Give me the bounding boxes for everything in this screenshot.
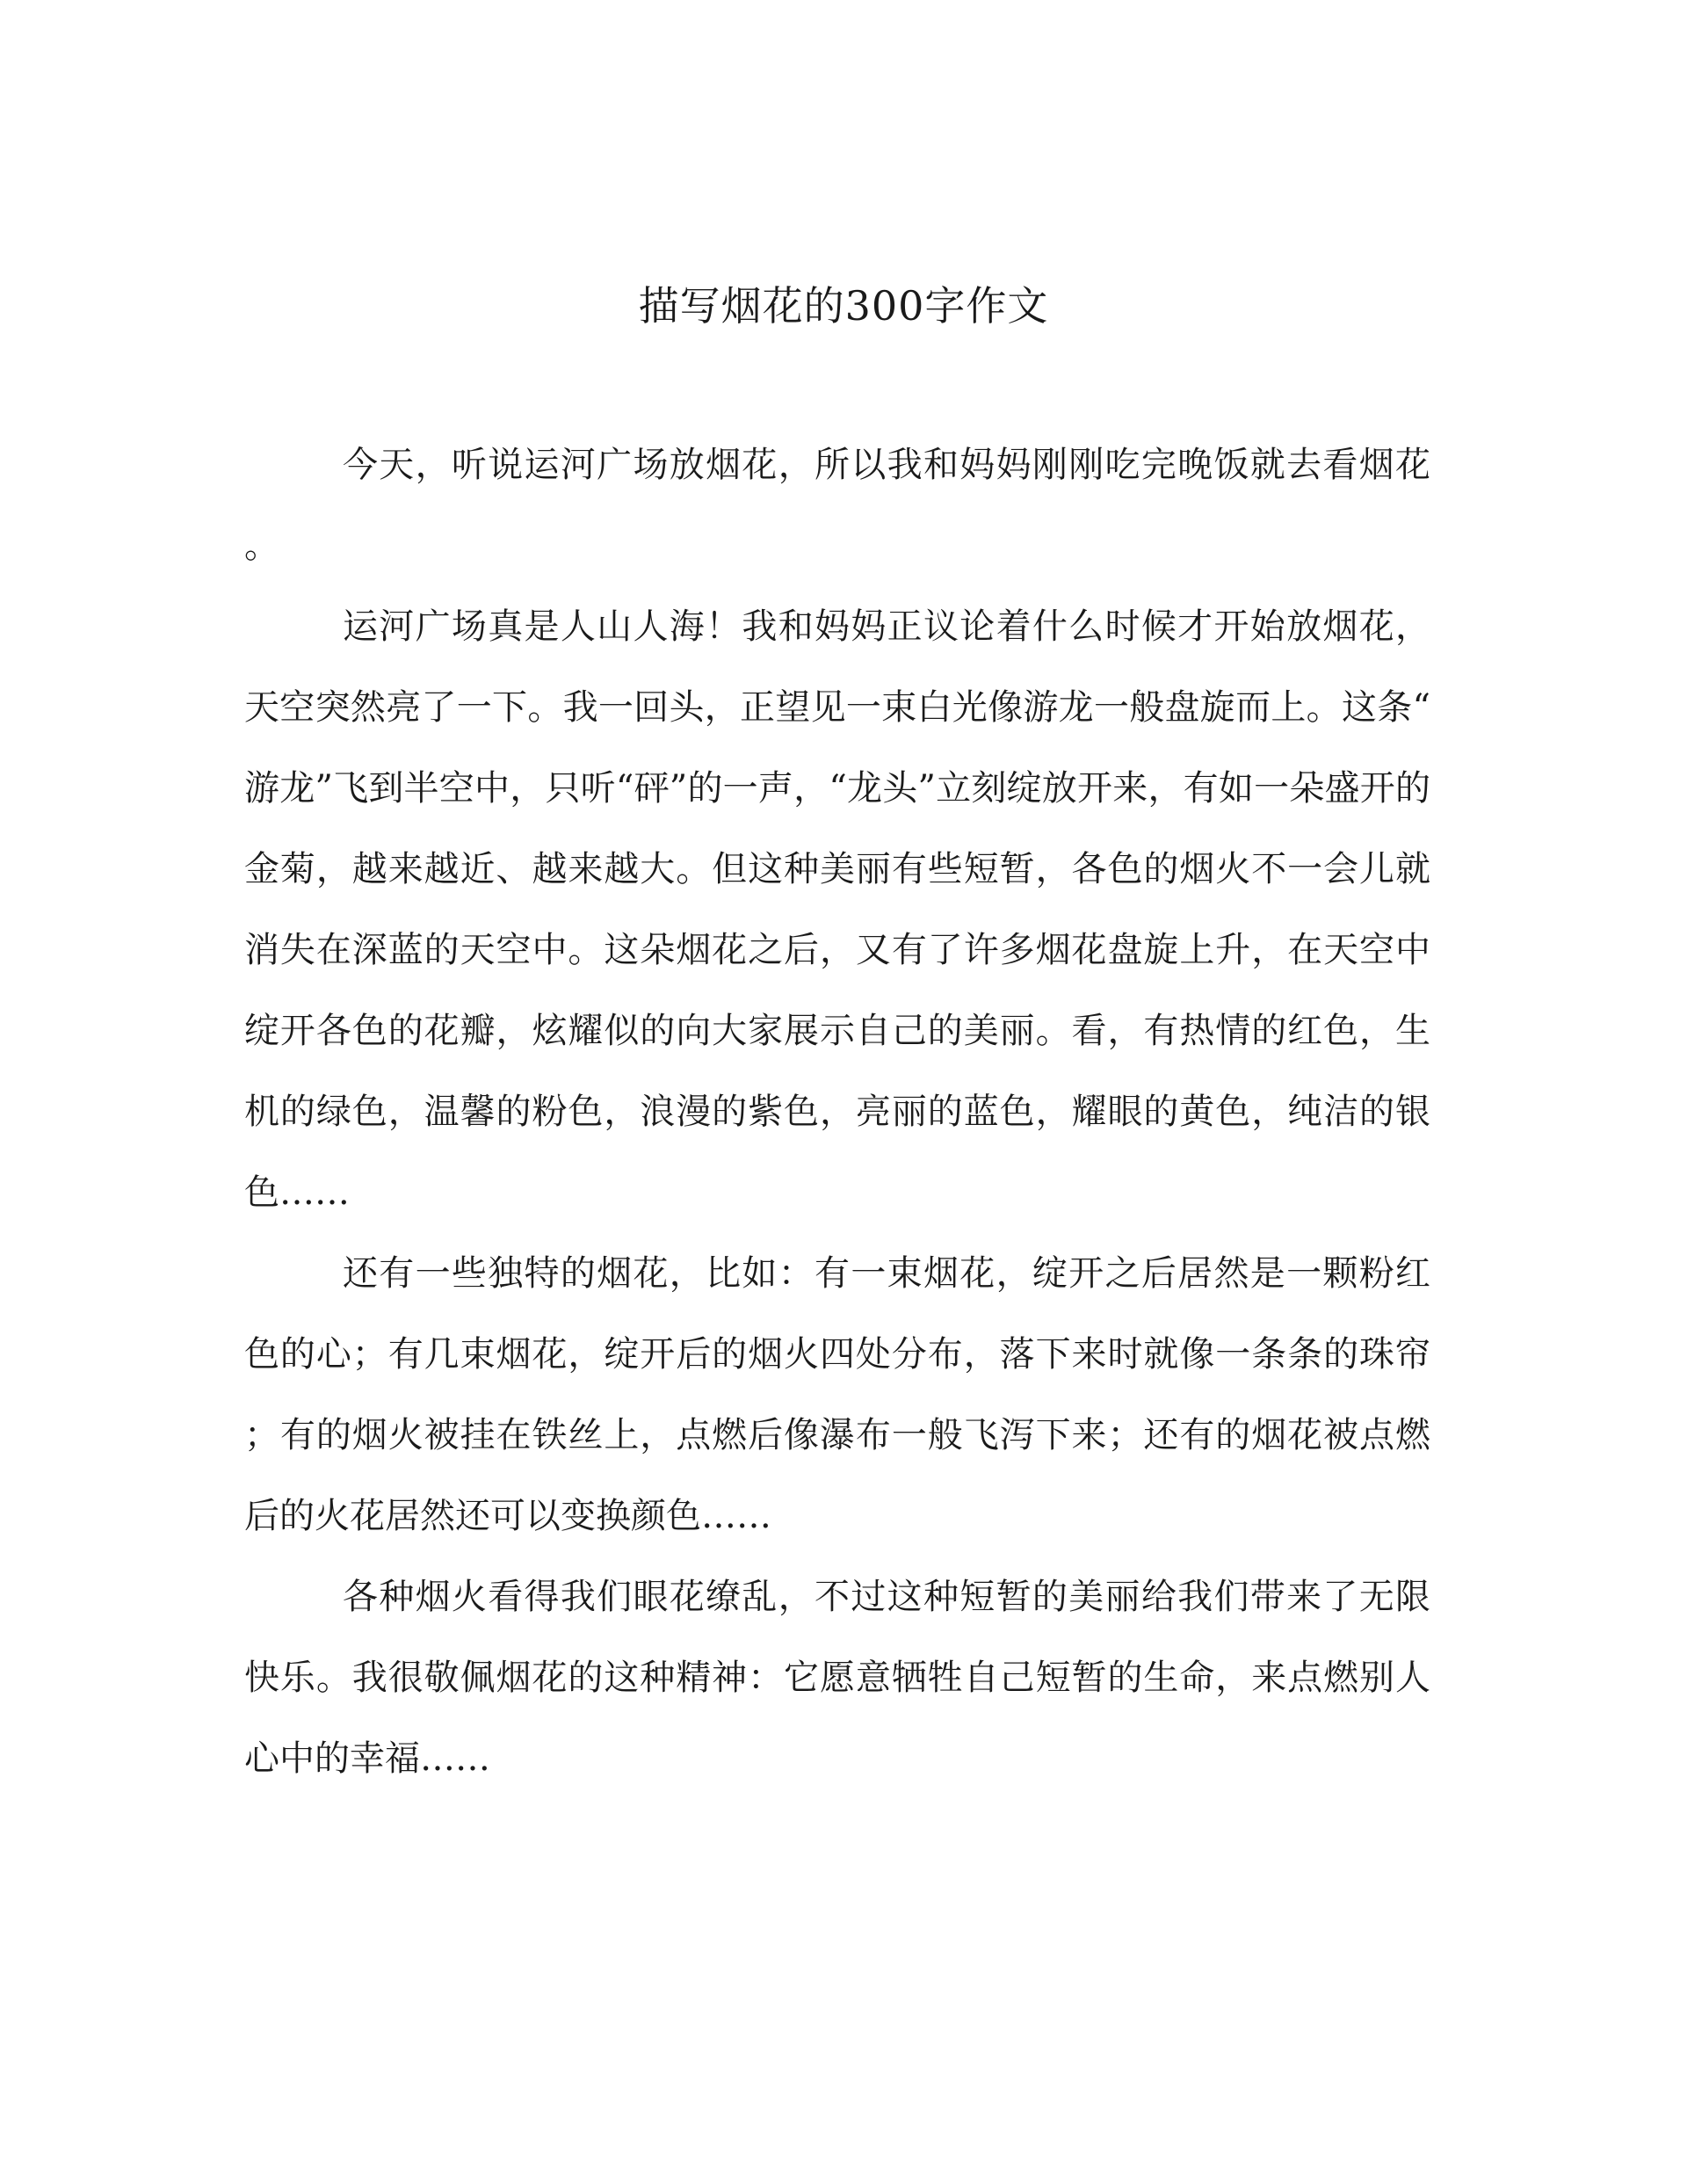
paragraph-2: 运河广场真是人山人海！我和妈妈正议论着什么时候才开始放烟花，天空突然亮了一下。我一回头，正望见一束白光像游龙一般盘旋而上。这条“游龙”飞到半空中，只听“砰”的一声，“龙头”立刻绽放开来，有如一朵盛开的金菊，越来越近、越来越大。但这种美丽有些短暂，各色的烟火不一会儿就消失在深蓝的天空中。这朵烟花之后，又有了许多烟花盘旋上升，在天空中绽开各色的花瓣，炫耀似的向大家展示自己的美丽。看，有热情的红色，生机的绿色，温馨的粉色，浪漫的紫色，亮丽的蓝色，耀眼的黄色，纯洁的银色……: [244, 606, 1430, 1213]
essay-title: 描写烟花的300字作文: [638, 282, 1049, 330]
paragraph-1: 今天，听说运河广场放烟花，所以我和妈妈刚刚吃完晚饭就去看烟花。: [244, 445, 1430, 566]
paragraph-4: 各种烟火看得我们眼花缭乱，不过这种短暂的美丽给我们带来了无限快乐。我很敬佩烟花的这种精神：它愿意牺牲自己短暂的生命，来点燃别人心中的幸福……: [244, 1577, 1430, 1779]
essay-body: [244, 424, 1430, 1799]
paragraph-3: 还有一些独特的烟花，比如：有一束烟花，绽开之后居然是一颗粉红色的心；有几束烟花，绽开后的烟火四处分布，落下来时就像一条条的珠帘；有的烟火被挂在铁丝上，点燃后像瀑布一般飞泻下来；还有的烟花被点燃后的火花居然还可以变换颜色……: [244, 1253, 1430, 1536]
